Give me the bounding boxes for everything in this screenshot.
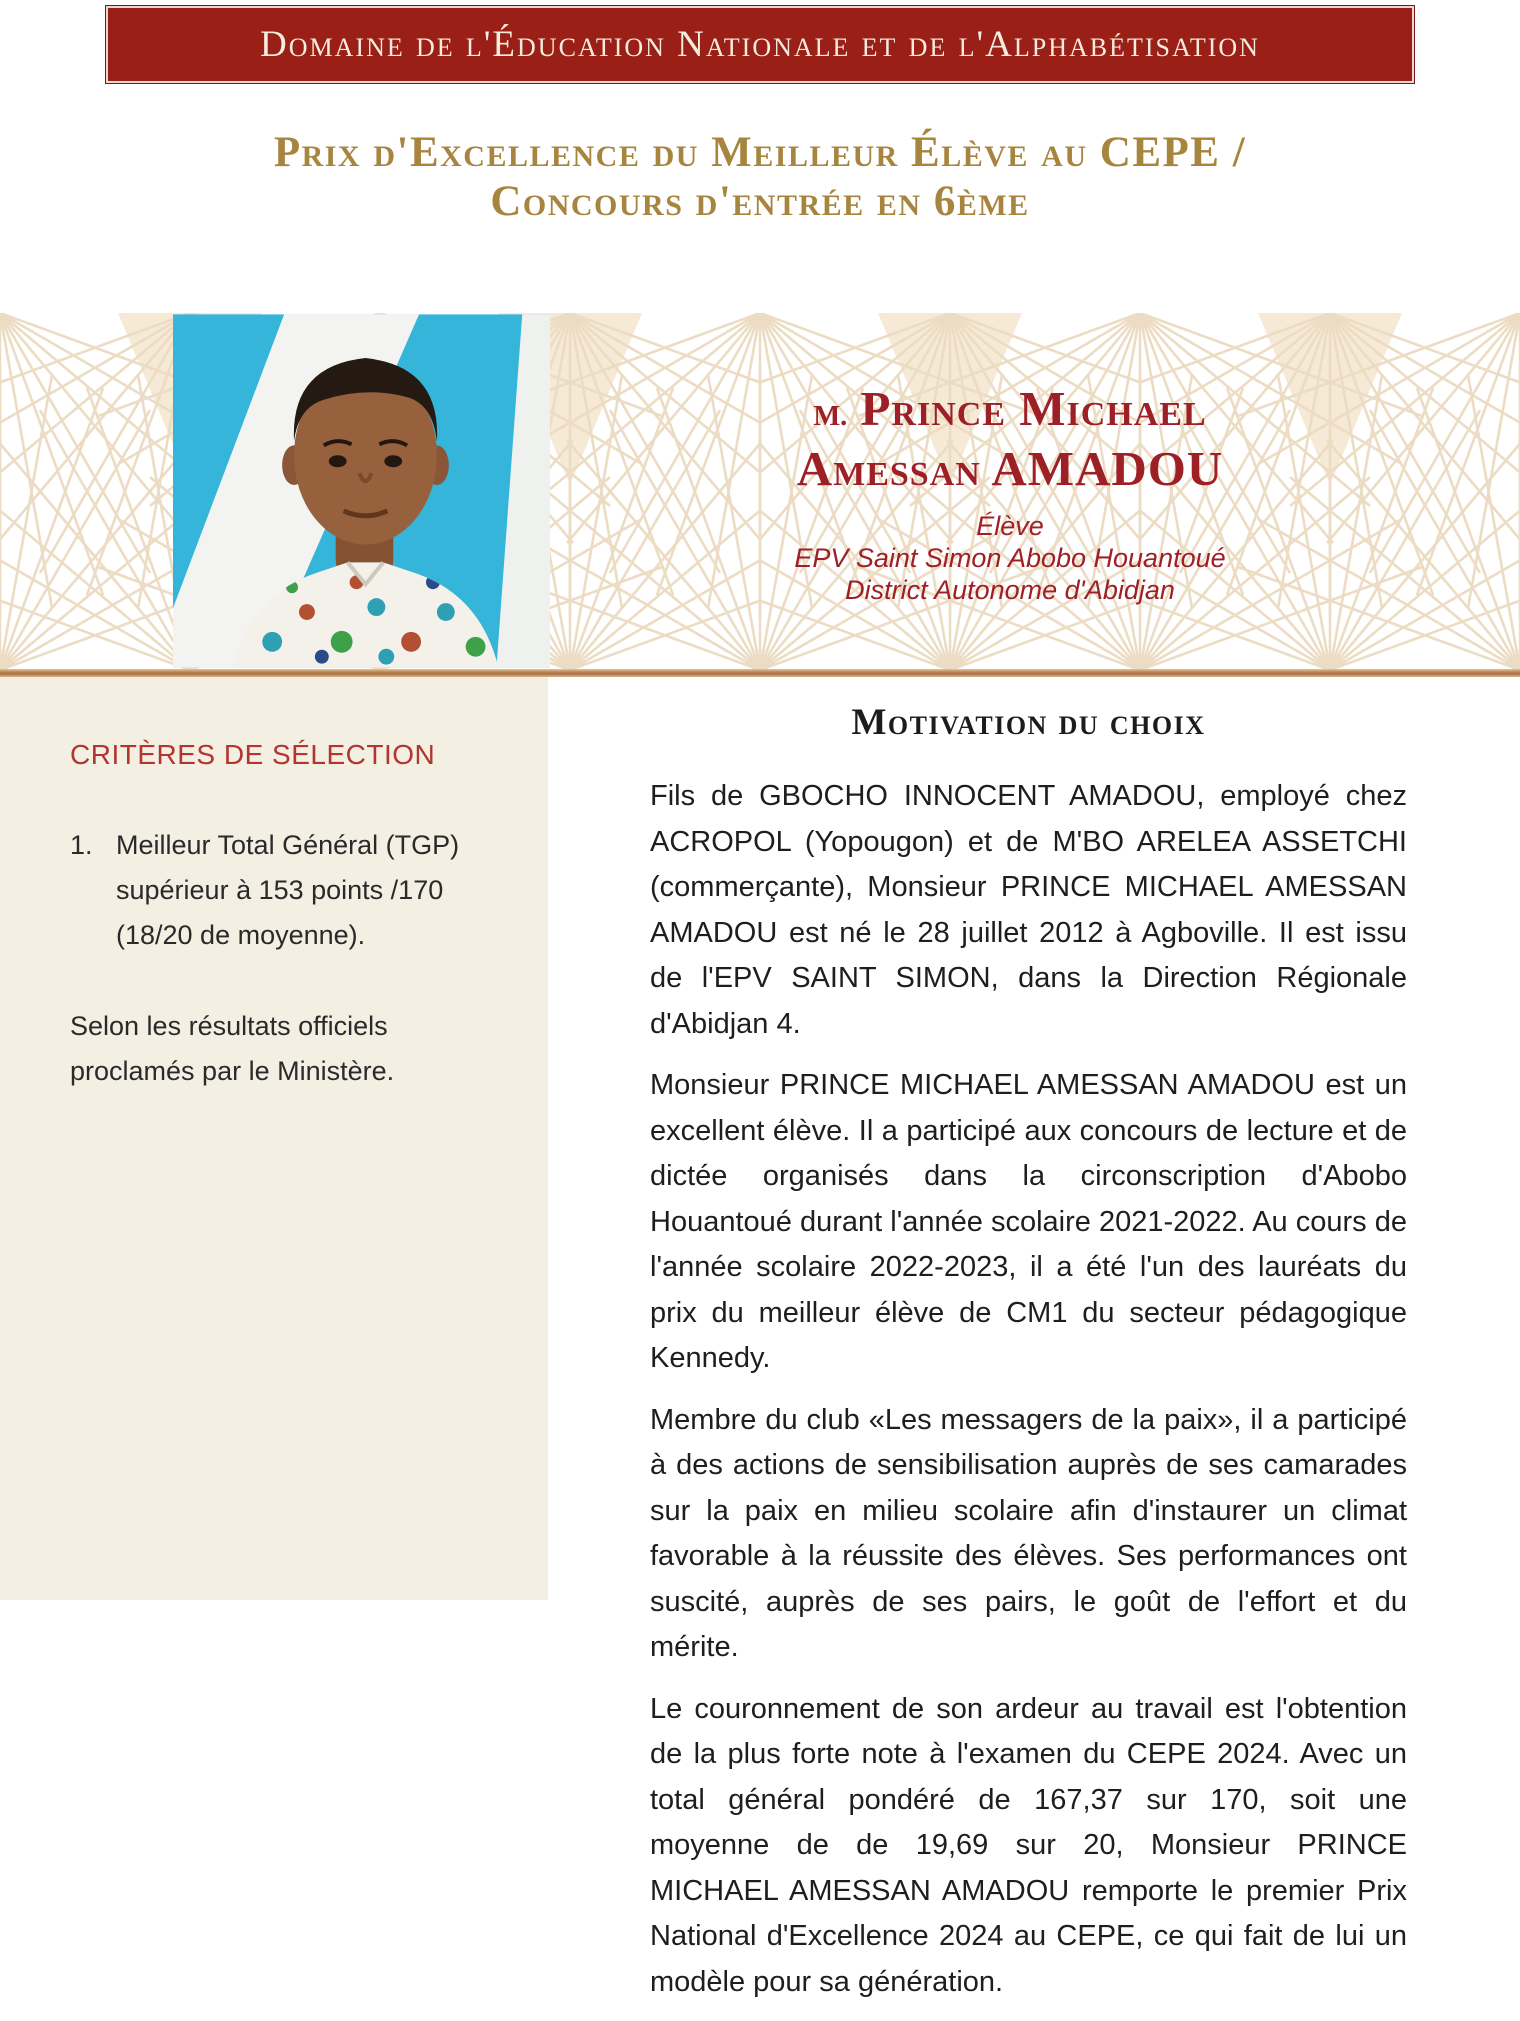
laureate-photo — [173, 313, 550, 669]
laureate-name-line1: Prince Michael — [860, 381, 1207, 436]
criteria-note: Selon les résultats officiels proclamés par le Ministère. — [70, 1011, 395, 1086]
motivation-paragraph-2: Monsieur PRINCE MICHAEL AMESSAN AMADOU est un excellent élève. Il a participé aux concours de lecture et de dictée organisés dans la circonscription d'Abobo Houantoué durant l'année scolaire 2021-2022. Au cours de l'année scolaire 2022-2023, il a été l'un des lauréats du prix du meilleur élève de CM1 du secteur pédagogique Kennedy. — [650, 1069, 1407, 1374]
laureate-school: EPV Saint Simon Abobo Houantoué — [794, 543, 1226, 573]
criteria-panel — [0, 677, 548, 1600]
motivation-section — [650, 677, 1407, 2021]
motivation-paragraph-1: Fils de GBOCHO INNOCENT AMADOU, employé chez ACROPOL (Yopougon) et de M'BO ARELEA ASSETCHI (commerçante), Monsieur PRINCE MICHAEL AMESSAN AMADOU est né le 28 juillet 2012 à Agboville. Il est issu de l'EPV SAINT SIMON, dans la Direction Régionale d'Abidjan 4. — [650, 780, 1407, 1040]
criteria-item — [70, 823, 490, 958]
ministry-banner — [105, 5, 1415, 84]
page-title — [0, 128, 1520, 226]
laureate-role: Élève — [976, 511, 1044, 541]
motivation-heading: Motivation du choix — [851, 702, 1206, 743]
criteria-item-text: Meilleur Total Général (TGP) supérieur à 153 points /170 (18/20 de moyenne). — [116, 830, 460, 950]
laureate-honorific: M. — [813, 401, 848, 432]
criteria-item-number: 1. — [70, 830, 93, 860]
laureate-district: District Autonome d'Abidjan — [845, 575, 1175, 605]
ministry-banner-text: Domaine de l'Éducation Nationale et de l'Alphabétisation — [260, 24, 1260, 65]
page-title-line2: Concours d'entrée en 6ème — [490, 178, 1030, 225]
motivation-paragraph-4: Le couronnement de son ardeur au travail est l'obtention de la plus forte note à l'examen du CEPE 2024. Avec un total général pondéré de 167,37 sur 170, soit une moyenne de de 19,69 sur 20, Monsieur PRINCE MICHAEL AMESSAN AMADOU remporte le premier Prix National d'Excellence 2024 au CEPE, ce qui fait de lui un modèle pour sa génération. — [650, 1692, 1407, 1998]
laureate-name-block — [640, 383, 1380, 607]
criteria-heading: CRITÈRES DE SÉLECTION — [70, 739, 436, 770]
gold-divider — [0, 669, 1520, 677]
laureate-name-line2: Amessan AMADOU — [796, 441, 1224, 496]
motivation-paragraph-3: Membre du club «Les messagers de la paix», il a participé à des actions de sensibilisation auprès de ses camarades sur la paix en milieu scolaire afin d'instaurer un climat favorable à la réussite des élèves. Ses performances ont suscité, auprès de ses pairs, le goût de l'effort et du mérite. — [650, 1403, 1407, 1663]
page-title-line1: Prix d'Excellence du Meilleur Élève au CEPE / — [273, 129, 1247, 176]
laureate-band — [0, 313, 1520, 669]
laureate-details — [640, 511, 1380, 605]
laureate-name — [640, 383, 1380, 495]
